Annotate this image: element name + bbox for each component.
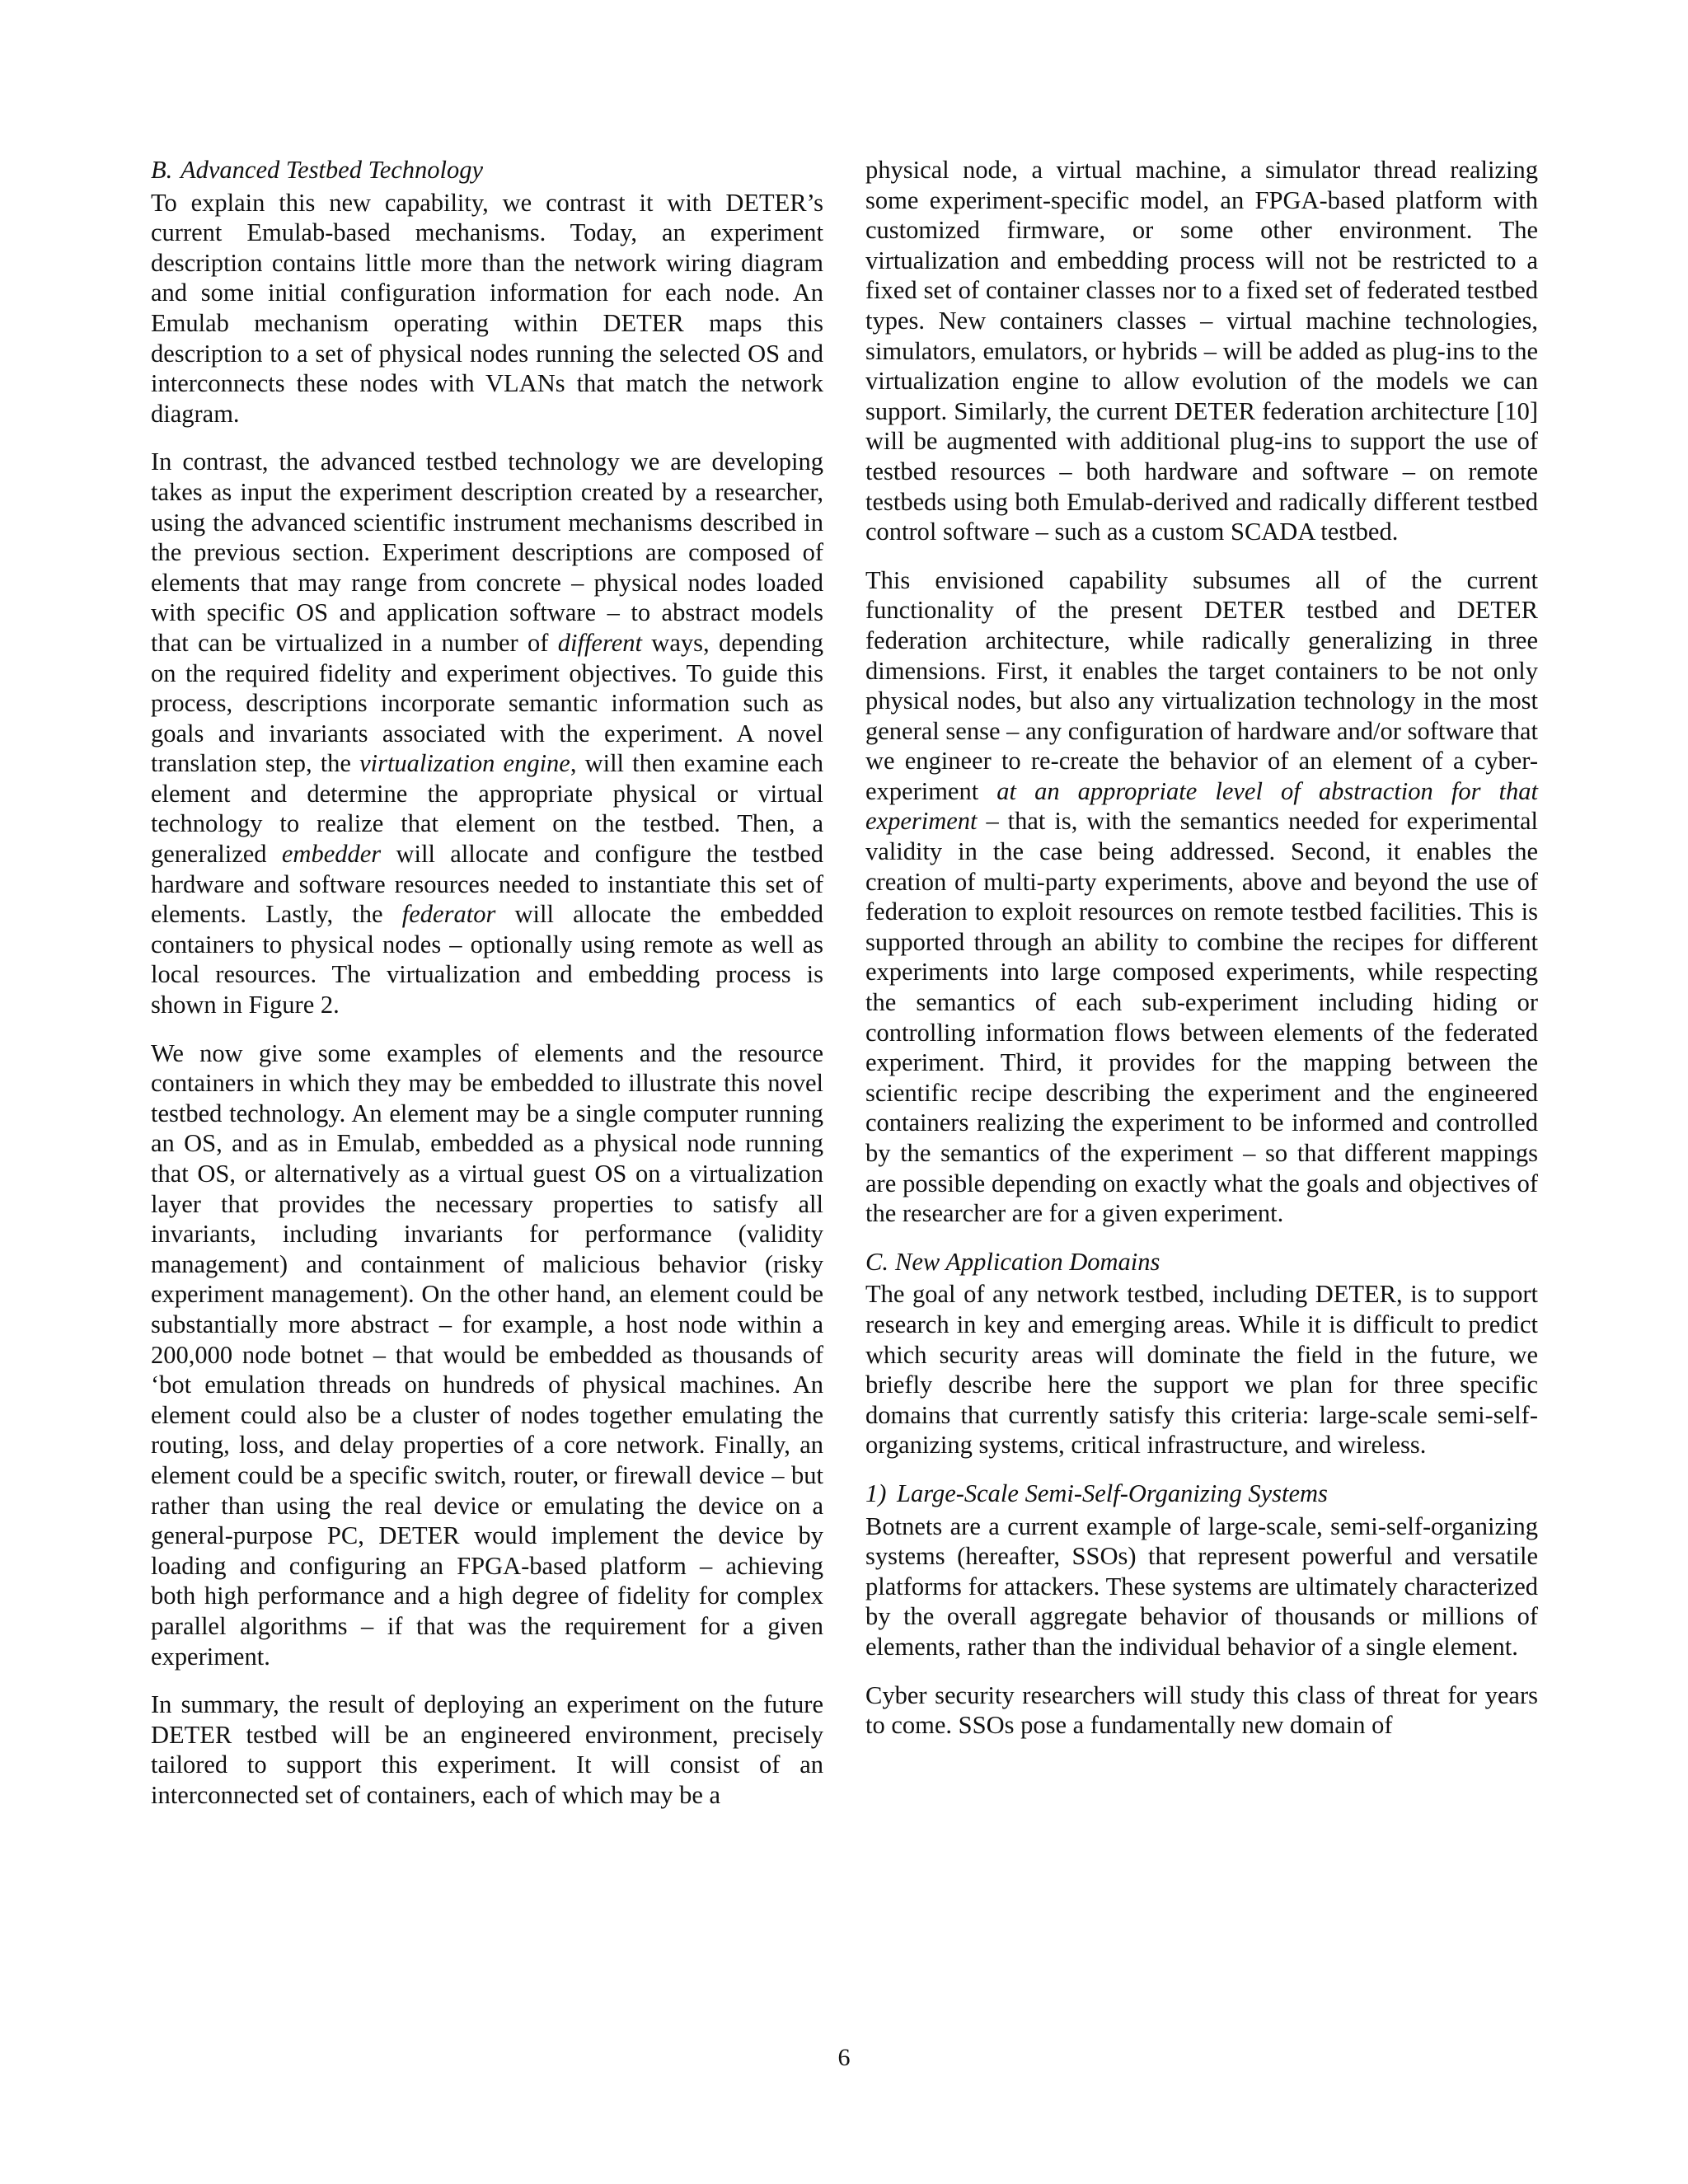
text-run: This envisioned capability subsumes all of the current functionality of the present DETER testbed and DETER federation architecture, while radically generalizing in three dimensions. First, it enables the target containers to be not only physical nodes, but also any virtualization technology in the most general sense – any configuration of hardware and/or software that we engineer to re-create the behavior of an element of a cyber-experiment — [865, 565, 1538, 805]
subsection-title: Large-Scale Semi-Self-Organizing Systems — [897, 1479, 1328, 1507]
emphasis: federator — [401, 900, 496, 929]
paragraph: physical node, a virtual machine, a simulator thread realizing some experiment-specific model, an FPGA-based platform with customized firmware, or some other environment. The virtualization and embedding process will not be restricted to a fixed set of container classes nor to a fixed set of federated testbed types. New containers classes – virtual machine technologies, simulators, emulators, or hybrids – will be added as plug-ins to the virtualization engine to allow evolution of the models we can support. Similarly, the current DETER federation architecture [10] will be augmented with additional plug-ins to support the use of testbed resources – both hardware and software – on remote testbeds using both Emulab-derived and radically different testbed control software – such as a custom SCADA testbed. — [865, 156, 1538, 546]
paragraph: Cyber security researchers will study this class of threat for years to come. SSOs pose a fundamentally new domain of — [865, 1680, 1538, 1740]
right-column — [865, 155, 1538, 1741]
text-run: In contrast, the advanced testbed technology we are developing takes as input the experiment description created by a researcher, using the advanced scientific instrument mechanisms described in the previous section. Experiment descriptions are composed of elements that may range from concrete – physical nodes loaded with specific OS and application software – to abstract models that can be virtualized in a number of — [151, 448, 823, 657]
paragraph: We now give some examples of elements and the resource containers in which they may be embedded to illustrate this novel testbed technology. An element may be a single computer running an OS, and as in Emulab, embedded as a physical node running that OS, or alternatively as a virtual guest OS on a virtualization layer that provides the necessary properties to satisfy all invariants, including invariants for performance (validity management) and containment of malicious behavior (risky experiment management). On the other hand, an element could be substantially more abstract – for example, a host node within a 200,000 node botnet – that would be embedded as thousands of ‘bot emulation threads on hundreds of physical machines. An element could also be a cluster of nodes together emulating the routing, loss, and delay properties of a core network. Finally, an element could be a specific switch, router, or firewall device – but rather than using the real device or emulating the device on a general-purpose PC, DETER would implement the device by loading and configuring an FPGA-based platform – achieving both high performance and a high degree of fidelity for complex parallel algorithms – if that was the requirement for a given experiment. — [151, 1038, 823, 1671]
section-heading-b — [151, 155, 823, 185]
section-number: C. — [865, 1247, 889, 1276]
section-number: B. — [151, 156, 173, 184]
text-run: , will then examine each element and determine the appropriate physical or virtual technology to realize that element on the testbed. Then, a generalized — [151, 749, 823, 869]
emphasis: virtualization engine — [359, 749, 570, 778]
left-column — [151, 155, 823, 1810]
subsection-heading-1 — [865, 1479, 1538, 1509]
section-title: Advanced Testbed Technology — [181, 156, 484, 184]
paragraph — [151, 447, 823, 1019]
section-title: New Application Domains — [895, 1247, 1160, 1276]
emphasis: at an appropriate level of abstraction for that experiment — [865, 776, 1538, 836]
text-run: will allocate the embedded containers to physical nodes – optionally using remote as well as local resources. The virtualization and embedding process is shown in Figure 2. — [151, 900, 823, 1019]
text-run: – that is, with the semantics needed for experimental validity in the case being addressed. Second, it enables the creation of multi-party experiments, above and beyond the use of federation to exploit resources on remote testbed facilities. This is supported through an ability to combine the recipes for different experiments into large composed experiments, while respecting the semantics of each sub-experiment including hiding or controlling information flows between elements of the federated experiment. Third, it provides for the mapping between the scientific recipe describing the experiment and the engineered containers realizing the experiment to be informed and controlled by the semantics of the experiment – so that different mappings are possible depending on exactly what the goals and objectives of the researcher are for a given experiment. — [865, 807, 1538, 1228]
paragraph: To explain this new capability, we contrast it with DETER’s current Emulab-based mechanisms. Today, an experiment description contains little more than the network wiring diagram and some initial configuration information for each node. An Emulab mechanism operating within DETER maps this description to a set of physical nodes running the selected OS and interconnects these nodes with VLANs that match the network diagram. — [151, 188, 823, 428]
text-run: ways, depending on the required fidelity and experiment objectives. To guide this process, descriptions incorporate semantic information such as goals and invariants associated with the experiment. A novel translation step, the — [151, 628, 823, 778]
text-run: will allocate and configure the testbed hardware and software resources needed to instantiate this set of elements. Lastly, the — [151, 840, 823, 929]
page-number: 6 — [837, 2044, 851, 2071]
paragraph — [865, 565, 1538, 1229]
subsection-number: 1) — [865, 1479, 887, 1507]
section-heading-c — [865, 1247, 1538, 1277]
emphasis: different — [557, 628, 642, 657]
paragraph: The goal of any network testbed, including DETER, is to support research in key and emerging areas. While it is difficult to predict which security areas will dominate the field in the future, we briefly describe here the support we plan for three specific domains that currently satisfy this criteria: large-scale semi-self-organizing systems, critical infrastructure, and wireless. — [865, 1280, 1538, 1460]
paragraph: Botnets are a current example of large-scale, semi-self-organizing systems (hereafter, SSOs) that represent powerful and versatile platforms for attackers. These systems are ultimately characterized by the overall aggregate behavior of thousands or millions of elements, rather than the individual behavior of a single element. — [865, 1511, 1538, 1661]
emphasis: embedder — [281, 840, 382, 869]
paragraph: In summary, the result of deploying an experiment on the future DETER testbed will be an engineered environment, precisely tailored to support this experiment. It will consist of an interconnected set of containers, each of which may be a — [151, 1690, 823, 1809]
